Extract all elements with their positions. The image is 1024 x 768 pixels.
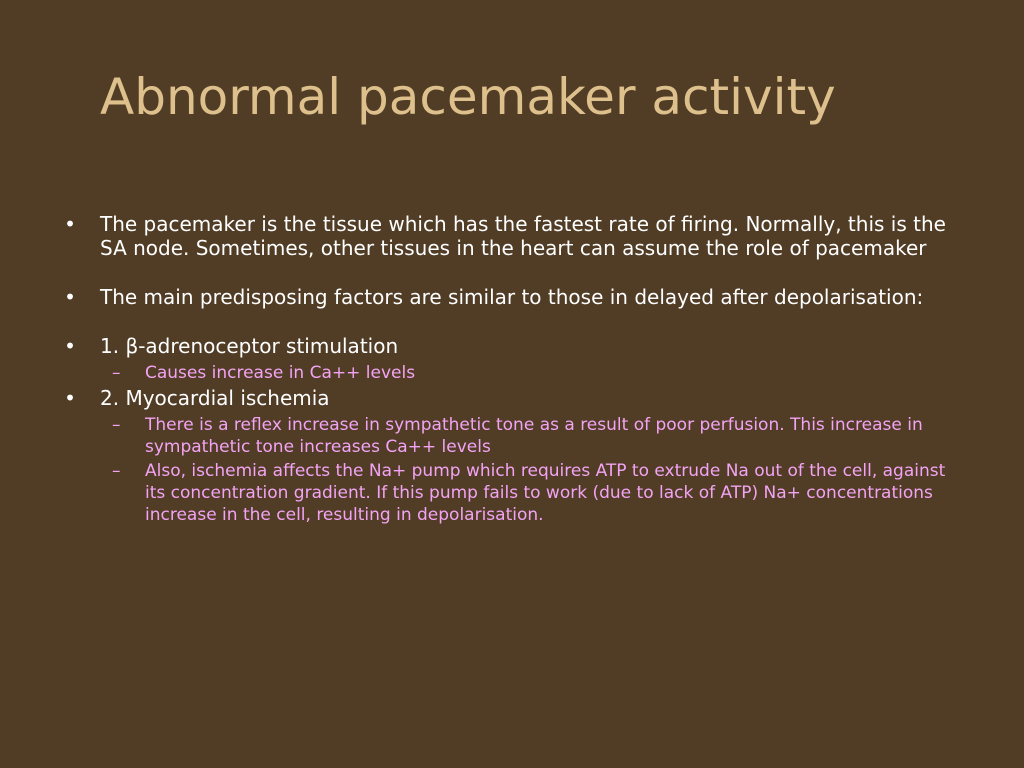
bullet-marker: •	[64, 285, 76, 309]
sub-bullet-marker: –	[112, 415, 121, 435]
bullet-marker: •	[64, 334, 76, 358]
bullet-marker: •	[64, 386, 76, 410]
sub-bullet-marker: –	[112, 461, 121, 481]
bullet-item	[60, 212, 970, 260]
bullet-list	[60, 212, 970, 528]
sub-bullet-text: Causes increase in Ca++ levels	[145, 363, 416, 383]
bullet-text: The pacemaker is the tissue which has the fastest rate of firing. Normally, this is the SA node. Sometimes, other tissues in the heart can assume the role of pacemaker	[100, 212, 946, 260]
bullet-item	[60, 285, 970, 309]
sub-bullet-marker: –	[112, 363, 121, 383]
sub-bullet-list	[100, 362, 970, 384]
bullet-text: 2. Myocardial ischemia	[100, 386, 330, 410]
bullet-text: The main predisposing factors are similar to those in delayed after depolarisation:	[100, 285, 924, 309]
bullet-text: 1. β-adrenoceptor stimulation	[100, 334, 399, 358]
bullet-item	[60, 334, 970, 384]
sub-bullet-list	[100, 414, 970, 526]
sub-bullet-item	[100, 414, 970, 458]
bullet-item	[60, 386, 970, 526]
bullet-marker: •	[64, 212, 76, 236]
sub-bullet-text: There is a reflex increase in sympathetic tone as a result of poor perfusion. This increase in sympathetic tone increases Ca++ levels	[145, 415, 923, 457]
sub-bullet-text: Also, ischemia affects the Na+ pump which requires ATP to extrude Na out of the cell, against its concentration gradient. If this pump fails to work (due to lack of ATP) Na+ concentrations increase in the cell, resulting in depolarisation.	[145, 461, 946, 525]
slide-title: Abnormal pacemaker activity	[100, 68, 836, 126]
sub-bullet-item	[100, 362, 970, 384]
sub-bullet-item	[100, 460, 970, 526]
